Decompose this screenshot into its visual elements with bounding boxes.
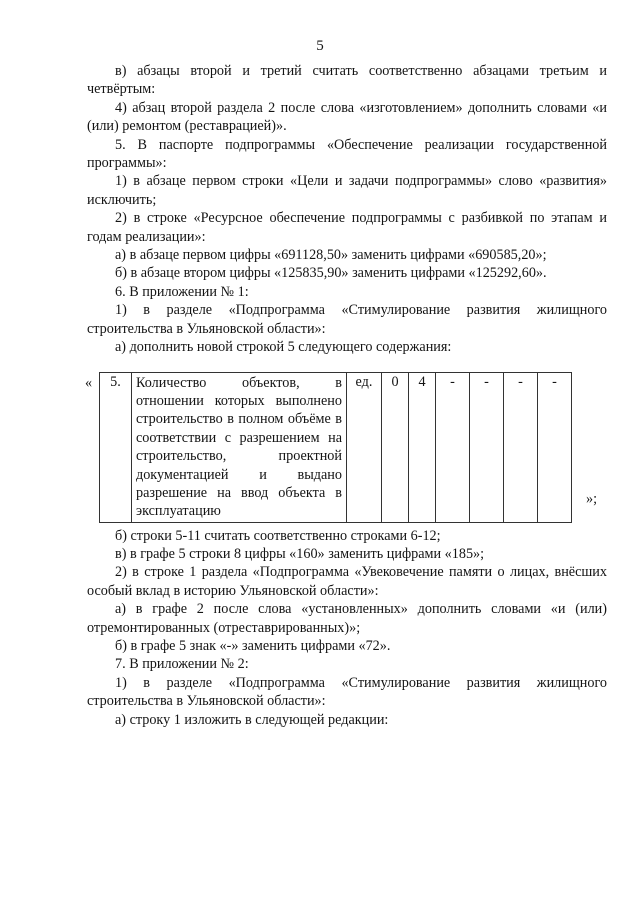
table-open-quote: « <box>85 374 93 391</box>
paragraph: 4) абзац второй раздела 2 после слова «изготовлением» дополнить словами «и (или) ремонтом (реставрацией)». <box>87 99 607 135</box>
cell-value-1: 0 <box>382 372 409 522</box>
inserted-table-block <box>87 372 607 519</box>
inserted-table <box>99 372 572 523</box>
paragraph: 1) в разделе «Подпрограмма «Стимулирование развития жилищного строительства в Ульяновской области»: <box>87 674 607 710</box>
paragraph: 7. В приложении № 2: <box>115 656 249 673</box>
cell-number: 5. <box>100 372 132 522</box>
page-number: 5 <box>316 38 324 54</box>
paragraph: а) в графе 2 после слова «установленных» дополнить словами «и (или) отремонтированных (отреставрированных)»; <box>87 601 607 636</box>
paragraph: 6. В приложении № 1: <box>115 283 249 300</box>
paragraph: б) строки 5-11 считать соответственно строками 6-12; <box>115 527 441 544</box>
cell-value-5: - <box>504 372 538 522</box>
paragraph: 1) в абзаце первом строки «Цели и задачи подпрограммы» слово «развития» исключить; <box>87 173 607 208</box>
document-body <box>87 62 607 729</box>
cell-value-3: - <box>436 372 470 522</box>
cell-name: Количество объектов, в отношении которых выполнено строительство в полном объёме в соответствии с разрешением на строительство, проектной документацией и выдано разрешение на ввод объекта в эксплуатацию <box>132 372 347 522</box>
paragraph: 1) в разделе «Подпрограмма «Стимулирование развития жилищного строительства в Ульяновской области»: <box>87 302 607 337</box>
paragraph: б) в графе 5 знак «-» заменить цифрами «72». <box>115 637 391 654</box>
paragraph: 2) в строке «Ресурсное обеспечение подпрограммы с разбивкой по этапам и годам реализации»: <box>87 210 607 245</box>
paragraph: а) дополнить новой строкой 5 следующего содержания: <box>115 339 452 356</box>
paragraph: а) в абзаце первом цифры «691128,50» заменить цифрами «690585,20»; <box>115 247 547 264</box>
paragraph: а) строку 1 изложить в следующей редакции: <box>115 711 389 728</box>
paragraph: б) в абзаце втором цифры «125835,90» заменить цифрами «125292,60». <box>115 265 547 282</box>
cell-value-4: - <box>470 372 504 522</box>
paragraph: в) абзацы второй и третий считать соответственно абзацами третьим и четвёртым: <box>87 63 607 98</box>
paragraph: 5. В паспорте подпрограммы «Обеспечение реализации государственной программы»: <box>87 136 607 172</box>
cell-value-6: - <box>538 372 572 522</box>
paragraph: 2) в строке 1 раздела «Подпрограмма «Увековечение памяти о лицах, внёсших особый вклад в историю Ульяновской области»: <box>87 564 607 599</box>
table-close-quote: »; <box>586 490 598 507</box>
cell-unit: ед. <box>347 372 382 522</box>
cell-value-2: 4 <box>409 372 436 522</box>
table-row <box>100 372 572 522</box>
paragraph: в) в графе 5 строки 8 цифры «160» заменить цифрами «185»; <box>115 545 485 562</box>
